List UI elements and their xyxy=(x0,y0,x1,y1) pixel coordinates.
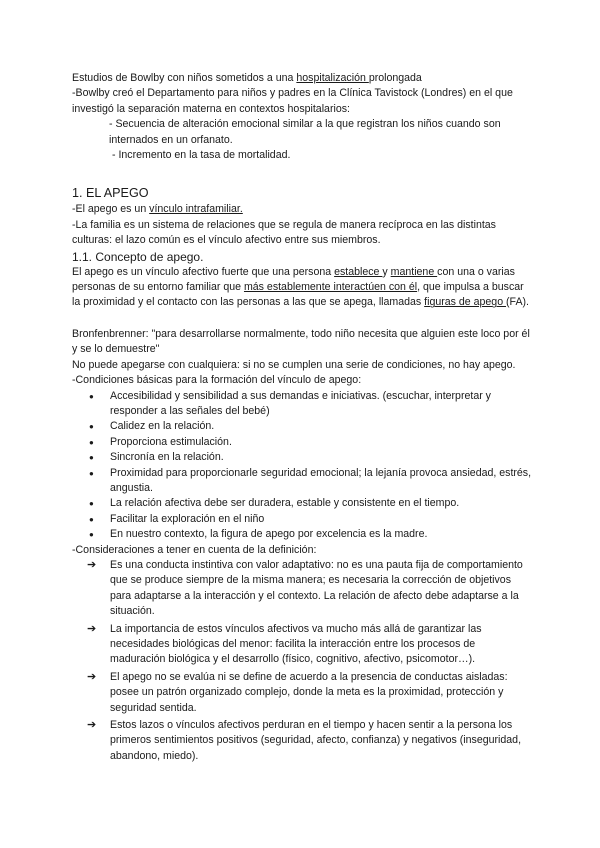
list-item-text: Facilitar la exploración en el niño xyxy=(110,512,265,525)
intro-line-2: -Bowlby creó el Departamento para niños y padres en la Clínica Tavistock (Londres) en el que investigó la separación materna en contextos hospitalarios: xyxy=(72,87,513,115)
conditions-heading: -Condiciones básicas para la formación del vínculo de apego: xyxy=(72,374,362,387)
considerations-heading: -Consideraciones a tener en cuenta de la definición: xyxy=(72,543,317,556)
text: y xyxy=(382,265,391,278)
list-item xyxy=(72,718,532,764)
list-item xyxy=(72,527,532,542)
subsection-heading: 1.1. Concepto de apego. xyxy=(72,249,204,264)
section-heading: 1. EL APEGO xyxy=(72,186,149,201)
intro-line-1 xyxy=(72,71,532,86)
list-item-text: Sincronía en la relación. xyxy=(110,451,224,464)
arrow-icon: ➔ xyxy=(87,558,97,571)
bullet-icon: ● xyxy=(89,391,94,401)
intro-sub-2: - Incremento en la tasa de mortalidad. xyxy=(112,149,291,162)
list-item xyxy=(72,496,532,511)
arrow-icon: ➔ xyxy=(87,622,97,635)
arrow-icon: ➔ xyxy=(87,719,97,732)
list-item-text: Estos lazos o vínculos afectivos perduran en el tiempo y hacen sentir a la persona los primeros sentimientos positivos (seguridad, afecto, confianza) y negativos (inseguridad, abandono, miedo). xyxy=(110,719,522,762)
list-item-text: El apego no se evalúa ni se define de acuerdo a la presencia de conductas aisladas: posee un patrón organizado complejo, donde la meta es la proximidad, protección y seguridad sentida. xyxy=(110,670,508,714)
bullet-icon: ● xyxy=(89,422,94,432)
list-item xyxy=(72,670,532,716)
considerations-list xyxy=(72,558,532,764)
bronfenbrenner-quote: Bronfenbrenner: "para desarrollarse normalmente, todo niño necesita que alguien este loco por él y se lo demuestre" xyxy=(72,327,530,356)
bullet-icon: ● xyxy=(89,499,94,509)
text: , que impulsa a buscar la proximidad y el contacto con las personas a las que se apega, llamadas xyxy=(72,281,524,309)
text: -El apego es un xyxy=(72,203,150,216)
list-item-text: En nuestro contexto, la figura de apego por excelencia es la madre. xyxy=(110,528,428,541)
text: (FA). xyxy=(506,296,529,309)
list-item xyxy=(72,435,532,450)
bullet-icon: ● xyxy=(89,468,94,478)
section-para-1 xyxy=(72,202,532,217)
document-page xyxy=(72,71,532,766)
spacer xyxy=(72,311,532,327)
list-item-text: La relación afectiva debe ser duradera, estable y consistente en el tiempo. xyxy=(110,497,460,510)
spacer xyxy=(72,163,532,185)
list-item xyxy=(72,622,532,668)
list-item xyxy=(72,389,532,420)
text: prolongada xyxy=(368,72,422,84)
underlined-text: establece xyxy=(334,265,383,278)
concept-paragraph xyxy=(72,265,532,311)
list-item-text: Proximidad para proporcionarle seguridad emocional; la lejanía provoca ansiedad, estrés, angustia. xyxy=(110,466,532,494)
list-item xyxy=(72,419,532,434)
bullet-icon: ● xyxy=(89,453,94,463)
bullet-icon: ● xyxy=(89,530,94,540)
text: Estudios de Bowlby con niños sometidos a una xyxy=(72,72,297,84)
underlined-text: vínculo intrafamiliar. xyxy=(149,203,243,216)
list-item xyxy=(72,512,532,527)
underlined-text: figuras de apego xyxy=(424,296,507,309)
list-item xyxy=(72,466,532,497)
text: El apego es un vínculo afectivo fuerte que una persona xyxy=(72,265,335,278)
list-item xyxy=(72,558,532,620)
intro-sub-1: - Secuencia de alteración emocional similar a la que registran los niños cuando son internados en un orfanato. xyxy=(109,118,501,146)
bullet-icon: ● xyxy=(89,437,94,447)
underlined-text: hospitalización xyxy=(296,72,369,84)
section-para-2: -La familia es un sistema de relaciones que se regula de manera recíproca en las distintas culturas: el lazo común es el vínculo afectivo entre sus miembros. xyxy=(72,218,496,247)
no-apego-line: No puede apegarse con cualquiera: si no se cumplen una serie de condiciones, no hay apego. xyxy=(72,358,516,371)
underlined-text: mantiene xyxy=(390,265,438,278)
arrow-icon: ➔ xyxy=(87,670,97,683)
bullet-icon: ● xyxy=(89,514,94,524)
list-item-text: Proporciona estimulación. xyxy=(110,435,232,448)
list-item-text: Calidez en la relación. xyxy=(110,420,215,433)
list-item-text: La importancia de estos vínculos afectivos va mucho más allá de garantizar las necesidades biológicas del menor: facilita la interacción entre los procesos de maduración biológica y el desarrollo (físico, cognitivo, afectivo, psicomotor…). xyxy=(110,622,482,666)
list-item-text: Accesibilidad y sensibilidad a sus demandas e iniciativas. (escuchar, interpretar y responder a las señales del bebé) xyxy=(110,389,491,417)
text: con una o varias personas de su entorno familiar que xyxy=(72,265,515,294)
underlined-text: más establemente interactúen con él xyxy=(243,281,418,294)
list-item-text: Es una conducta instintiva con valor adaptativo: no es una pauta fija de comportamiento que se produce siempre de la misma manera; es necesaria la corrección de objetivos para adaptarse a la interacción y el contexto. La relación de afecto debe adaptarse a la situación. xyxy=(110,558,523,618)
list-item xyxy=(72,450,532,465)
conditions-list xyxy=(72,389,532,543)
